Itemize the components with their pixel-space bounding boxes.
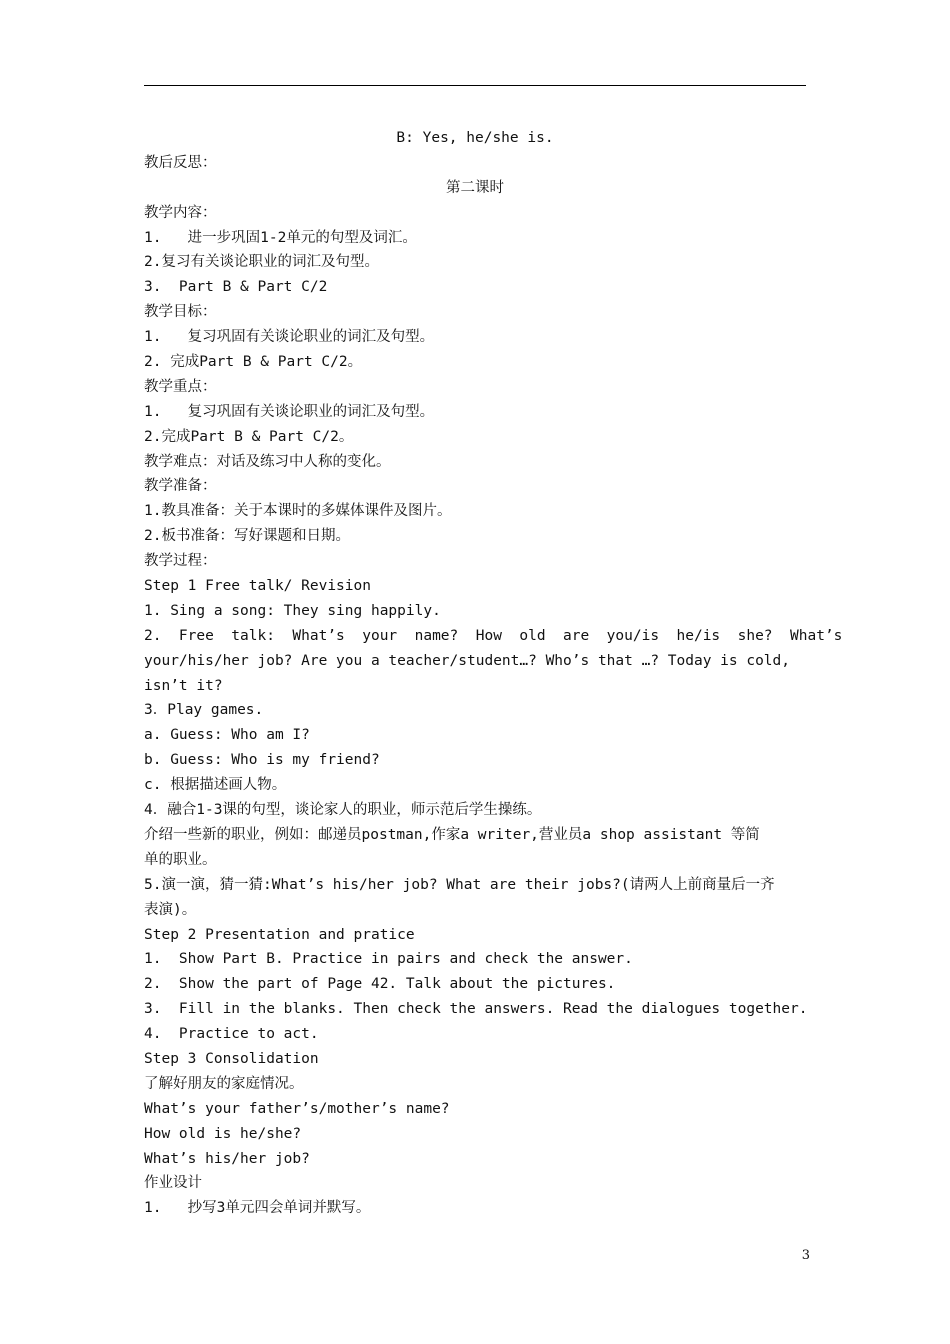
game-b: b. Guess: Who is my friend? bbox=[144, 752, 380, 769]
content-heading: 教学内容： bbox=[144, 204, 217, 221]
step-2-item-1: 1. Show Part B. Practice in pairs and check the answer. bbox=[144, 951, 633, 968]
dialogue-answer-line: B: Yes, he/she is. bbox=[396, 130, 554, 146]
homework-heading: 作业设计 bbox=[144, 1175, 202, 1192]
step-1-heading: Step 1 Free talk/ Revision bbox=[144, 578, 371, 595]
content-item-3: 3. Part B & Part C/2 bbox=[144, 279, 328, 296]
step-2-item-4: 4. Practice to act. bbox=[144, 1026, 319, 1043]
key-points-heading: 教学重点： bbox=[144, 378, 217, 395]
new-jobs-line-1: 介绍一些新的职业，例如：邮递员postman,作家a writer,营业员a shop assistant 等简 bbox=[144, 826, 760, 843]
step-1-item-4: 4．融合1-3课的句型，谈论家人的职业，师示范后学生操练。 bbox=[144, 802, 542, 819]
step-1-item-3: 3．Play games. bbox=[144, 702, 264, 719]
step-1-item-5-line-1: 5.演一演，猜一猜:What’s his/her job? What are their jobs?(请两人上前商量后一齐 bbox=[144, 876, 775, 893]
key-point-item-1: 1. 复习巩固有关谈论职业的词汇及句型。 bbox=[144, 403, 435, 420]
process-heading: 教学过程： bbox=[144, 553, 217, 570]
objective-item-2: 2. 完成Part B & Part C/2。 bbox=[144, 354, 363, 371]
page-number: 3 bbox=[801, 1248, 810, 1263]
preparation-heading: 教学准备： bbox=[144, 478, 217, 495]
step-2-heading: Step 2 Presentation and pratice bbox=[144, 926, 415, 943]
content-item-2: 2.复习有关谈论职业的词汇及句型。 bbox=[144, 254, 379, 271]
game-c: c. 根据描述画人物。 bbox=[144, 777, 287, 794]
step-1-item-2-line-1: 2. Free talk: What’s your name? How old are you/is he/is she? What’s bbox=[144, 627, 843, 644]
step-1-item-1: 1. Sing a song: They sing happily. bbox=[144, 602, 441, 619]
preparation-item-2: 2.板书准备：写好课题和日期。 bbox=[144, 528, 350, 545]
step-3-question-3: What’s his/her job? bbox=[144, 1150, 310, 1167]
new-jobs-line-2: 单的职业。 bbox=[144, 851, 217, 868]
document-body bbox=[144, 126, 843, 1221]
content-item-1: 1. 进一步巩固1-2单元的句型及词汇。 bbox=[144, 229, 417, 246]
step-3-intro: 了解好朋友的家庭情况。 bbox=[144, 1075, 304, 1092]
key-point-item-2: 2.完成Part B & Part C/2。 bbox=[144, 428, 354, 445]
step-3-heading: Step 3 Consolidation bbox=[144, 1050, 319, 1067]
step-1-item-2-line-3: isn’t it? bbox=[144, 677, 223, 694]
step-3-question-1: What’s your father’s/mother’s name? bbox=[144, 1100, 450, 1117]
difficulty-line: 教学难点：对话及练习中人称的变化。 bbox=[144, 453, 391, 470]
objectives-heading: 教学目标： bbox=[144, 304, 217, 321]
lesson-title: 第二课时 bbox=[446, 179, 504, 196]
reflection-heading: 教后反思： bbox=[144, 154, 217, 171]
objective-item-1: 1. 复习巩固有关谈论职业的词汇及句型。 bbox=[144, 329, 435, 346]
step-1-item-2-line-2: your/his/her job? Are you a teacher/student…? Who’s that …? Today is cold, bbox=[144, 652, 791, 669]
step-3-question-2: How old is he/she? bbox=[144, 1125, 302, 1142]
step-2-item-3: 3. Fill in the blanks. Then check the answers. Read the dialogues together. bbox=[144, 1001, 808, 1018]
game-a: a. Guess: Who am I? bbox=[144, 727, 310, 744]
step-1-item-5-line-2: 表演)。 bbox=[144, 901, 197, 918]
preparation-item-1: 1.教具准备：关于本课时的多媒体课件及图片。 bbox=[144, 503, 452, 520]
header-rule bbox=[144, 85, 806, 86]
homework-item-1: 1. 抄写3单元四会单词并默写。 bbox=[144, 1200, 371, 1217]
step-2-item-2: 2. Show the part of Page 42. Talk about the pictures. bbox=[144, 976, 616, 993]
